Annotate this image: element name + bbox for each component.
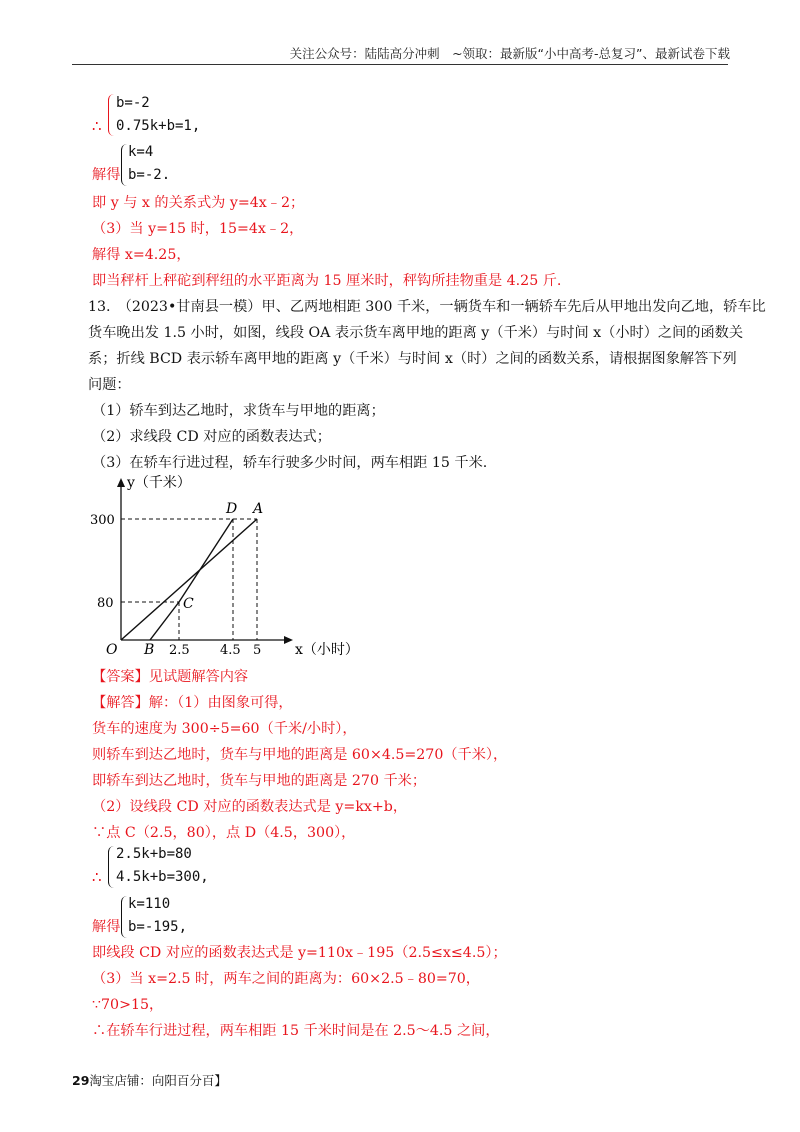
answer-line (92, 667, 248, 687)
segment-OA (121, 519, 257, 640)
q3-line: （3）当 y=15 时，15=4x﹣2， (92, 221, 304, 237)
brace (108, 846, 115, 888)
relation-line: 即 y 与 x 的关系式为 y=4x﹣2； (92, 195, 305, 211)
brace (121, 896, 128, 938)
problem13-q3: （3）在轿车行进过程，轿车行驶多少时间，两车相距 15 千米. (92, 455, 488, 471)
solution-line-3: 即轿车到达乙地时，货车与甲地的距离是 270 千米； (92, 773, 427, 789)
jieda-text: 解：（1）由图象可得， (148, 695, 293, 711)
y-axis-arrow (117, 478, 125, 487)
sys3-row2: 4.5k+b=300, (116, 869, 209, 885)
tick-2-5: 2.5 (169, 643, 190, 658)
solution-line-8: ∵70>15， (92, 997, 164, 1013)
y-axis-label: y（千米） (127, 475, 191, 491)
jiede-label: 解得 (92, 167, 121, 183)
x-axis-label: x（小时） (295, 642, 359, 658)
problem13-q1: （1）轿车到达乙地时，求货车与甲地的距离； (92, 403, 385, 419)
problem13-line2: 货车晚出发 1.5 小时，如图，线段 OA 表示货车离甲地的距离 y（千米）与时间 x（小时）之间的函数关 (88, 325, 744, 341)
problem13-line1: 13. （2023•甘南县一模）甲、乙两地相距 300 千米，一辆货车和一辆轿车先后从甲地出发向乙地，轿车比 (88, 299, 766, 315)
therefore-symbol: ∴ (92, 868, 102, 886)
jiede-label: 解得 (92, 919, 121, 935)
sys2-row1: k=4 (128, 144, 154, 160)
therefore-symbol: ∴ (92, 117, 102, 135)
brace (108, 94, 115, 136)
tick-5: 5 (253, 643, 262, 658)
page-number: 29 (72, 1073, 90, 1088)
solution-line-5: ∵点 C（2.5，80），点 D（4.5，300）， (92, 825, 356, 841)
solve-line: 解得 x=4.25， (92, 247, 191, 263)
problem13-line3: 系；折线 BCD 表示轿车离甲地的距离 y（千米）与时间 x（时）之间的函数关系，请根据图象解答下列 (88, 351, 737, 367)
sys4-row2: b=-195, (128, 919, 188, 935)
point-A-label: A (253, 501, 264, 517)
segment-CD (179, 519, 233, 602)
solution-line-4: （2）设线段 CD 对应的函数表达式是 y=kx+b， (92, 799, 408, 815)
jieda-tag: 【解答】 (92, 695, 149, 711)
solution-line-7: （3）当 x=2.5 时，两车之间的距离为：60×2.5﹣80=70， (92, 971, 480, 987)
tick-4-5: 4.5 (220, 643, 241, 658)
answer-tag: 【答案】 (92, 669, 149, 685)
problem13-line4: 问题： (88, 377, 131, 393)
shop-text: 淘宝店铺：向阳百分百】 (89, 1073, 227, 1088)
page-footer (72, 1071, 227, 1089)
solution-line-6: 即线段 CD 对应的函数表达式是 y=110x﹣195（2.5≤x≤4.5）； (92, 945, 507, 961)
tick-80: 80 (97, 596, 114, 611)
sys1-row2: 0.75k+b=1, (116, 118, 201, 134)
brace (121, 144, 128, 186)
sys3-row1: 2.5k+b=80 (116, 846, 192, 862)
sys2-row2: b=-2. (128, 167, 171, 183)
conclusion-line: 即当秤杆上秤砣到秤纽的水平距离为 15 厘米时，秤钩所挂物重是 4.25 斤. (92, 273, 562, 289)
point-D-label: D (226, 501, 238, 517)
point-C-label: C (183, 596, 194, 612)
segment-BC (150, 602, 179, 640)
page-header: 关注公众号：陆陆高分冲刺 ~领取：最新版“小中高考-总复习”、最新试卷下载 (289, 46, 730, 61)
problem13-q2: （2）求线段 CD 对应的函数表达式； (92, 429, 331, 445)
x-axis-arrow (284, 636, 293, 644)
solution-line-2: 则轿车到达乙地时，货车与甲地的距离是 60×4.5=270（千米）， (92, 747, 508, 763)
solution-line-1: 货车的速度为 300÷5=60（千米/小时）， (92, 721, 357, 737)
sys4-row1: k=110 (128, 896, 171, 912)
solution-line-9: ∴在轿车行进过程，两车相距 15 千米时间是在 2.5～4.5 之间， (92, 1023, 500, 1039)
origin-label: O (106, 642, 118, 658)
header-rule (72, 64, 728, 65)
jieda-line (92, 693, 293, 713)
answer-text: 见试题解答内容 (148, 669, 249, 685)
sys1-row1: b=-2 (116, 95, 150, 111)
tick-300: 300 (90, 513, 115, 528)
point-B-label: B (144, 642, 155, 658)
function-graph (82, 470, 359, 660)
